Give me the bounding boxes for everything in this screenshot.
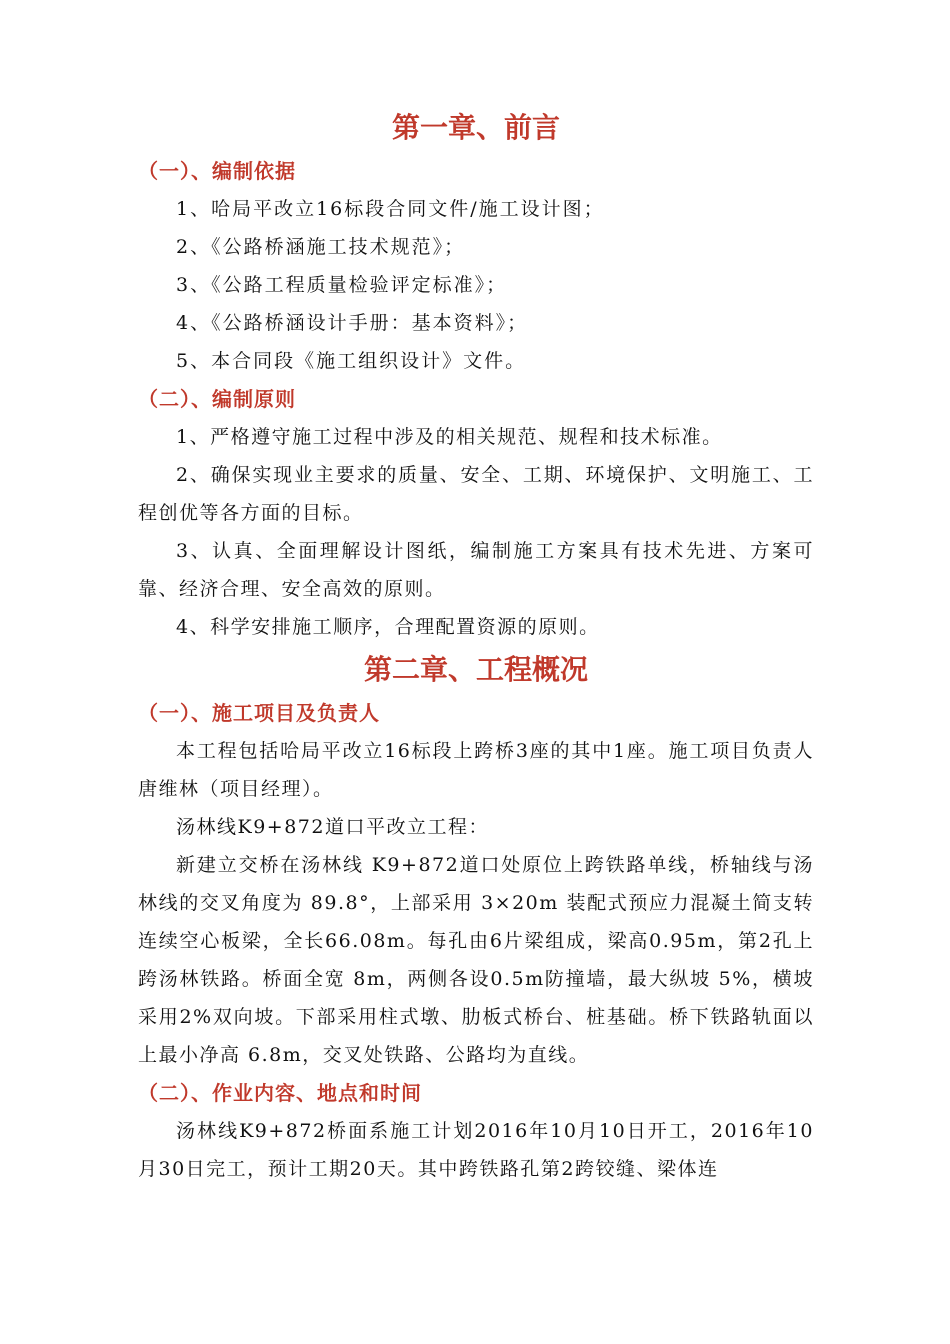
basis-item: 1、哈局平改立16标段合同文件/施工设计图； — [176, 198, 605, 220]
principle-item: 4、科学安排施工顺序，合理配置资源的原则。 — [176, 616, 600, 638]
basis-item: 5、本合同段《施工组织设计》文件。 — [176, 350, 527, 372]
project-paragraph: 本工程包括哈局平改立16标段上跨桥3座的其中1座。施工项目负责人唐维林（项目经理）。 — [138, 740, 814, 800]
project-paragraph: 汤林线K9+872道口平改立工程： — [176, 816, 489, 838]
section-1-1-title: （一）、编制依据 — [138, 159, 296, 183]
chapter-2-title: 第二章、工程概况 — [363, 653, 588, 686]
section-2-1-title: （一）、施工项目及负责人 — [138, 701, 380, 725]
chapter-1-title: 第一章、前言 — [391, 111, 560, 144]
basis-item: 4、《公路桥涵设计手册：基本资料》； — [176, 312, 529, 334]
section-2-2-title: （二）、作业内容、地点和时间 — [138, 1081, 422, 1105]
principle-item: 3、认真、全面理解设计图纸，编制施工方案具有技术先进、方案可靠、经济合理、安全高效的原则。 — [138, 540, 814, 600]
section-1-2-title: （二）、编制原则 — [138, 387, 296, 411]
basis-item: 2、《公路桥涵施工技术规范》； — [176, 236, 466, 258]
principle-item: 1、严格遵守施工过程中涉及的相关规范、规程和技术标准。 — [176, 426, 723, 448]
basis-item: 3、《公路工程质量检验评定标准》； — [176, 274, 508, 296]
schedule-paragraph: 汤林线K9+872桥面系施工计划2016年10月10日开工，2016年10月30日完工，预计工期20天。其中跨铁路孔第2跨铰缝、梁体连 — [138, 1120, 814, 1180]
document-body — [138, 104, 814, 1188]
principle-item: 2、确保实现业主要求的质量、安全、工期、环境保护、文明施工、工程创优等各方面的目标。 — [138, 464, 814, 524]
project-paragraph: 新建立交桥在汤林线 K9+872道口处原位上跨铁路单线，桥轴线与汤林线的交叉角度为 89.8°，上部采用 3×20m 装配式预应力混凝土简支转连续空心板梁，全长66.08m。每孔由6片梁组成，梁高0.95m，第2孔上跨汤林铁路。桥面全宽 8m，两侧各设0.5m防撞墙，最大纵坡 5%，横坡采用2%双向坡。下部采用柱式墩、肋板式桥台、桩基础。桥下铁路轨面以上最小净高 6.8m，交叉处铁路、公路均为直线。 — [138, 854, 814, 1066]
